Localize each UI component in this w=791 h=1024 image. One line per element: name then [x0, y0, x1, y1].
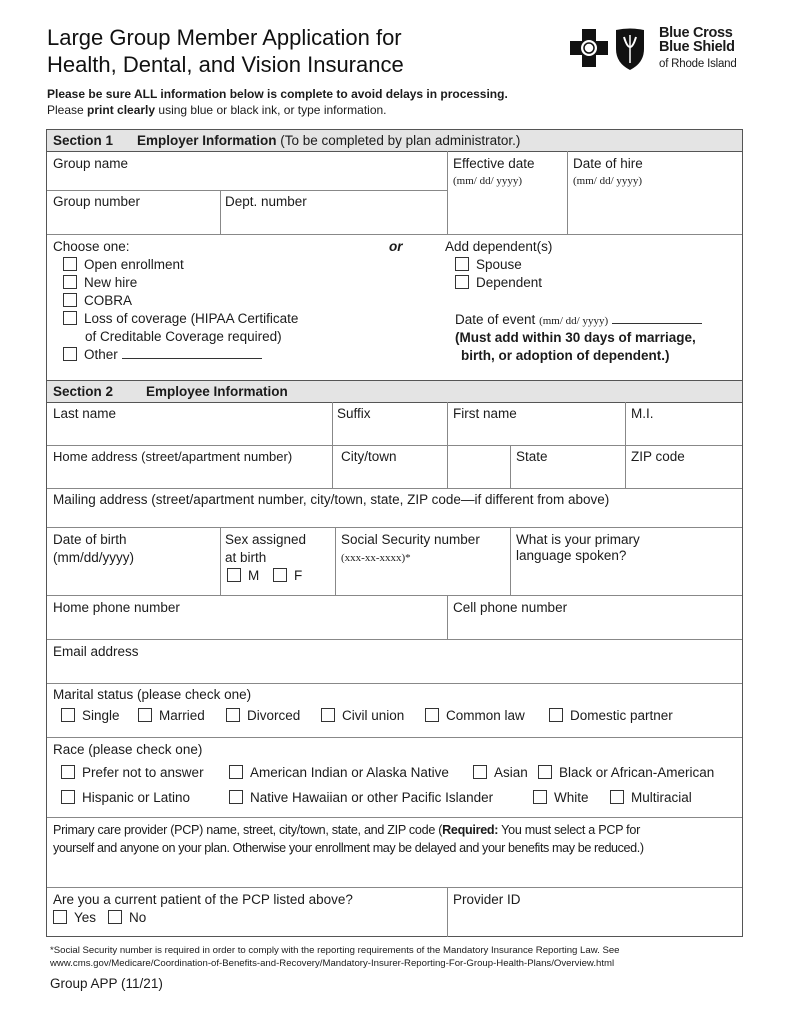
- option-label: COBRA: [84, 293, 133, 308]
- checkbox[interactable]: [549, 708, 563, 722]
- city-field[interactable]: City/town: [341, 449, 397, 464]
- option-label: Dependent: [476, 275, 543, 290]
- race-asian[interactable]: [473, 764, 528, 782]
- checkbox[interactable]: [229, 790, 243, 804]
- sex-f-option[interactable]: [273, 567, 302, 585]
- date-of-event-label: Date of event: [455, 312, 536, 327]
- current-patient-yes[interactable]: [53, 909, 96, 927]
- sex-label-1: Sex assigned: [225, 532, 307, 547]
- option-other[interactable]: [63, 346, 262, 364]
- option-label: Civil union: [342, 708, 405, 723]
- pcp-label-c: You must select a PCP for: [498, 823, 640, 837]
- option-label: Divorced: [247, 708, 301, 723]
- option-label: Open enrollment: [84, 257, 184, 272]
- footnote-url[interactable]: www.cms.gov/Medicare/Coordination-of-Benefits-and-Recovery/Mandatory-Insurer-Reporting-For-Group-Health-Plans/Overview.html: [50, 957, 615, 969]
- date-of-hire-field[interactable]: Date of hire: [573, 156, 643, 171]
- instructions-line-2c: using blue or black ink, or type information.: [155, 103, 387, 117]
- option-label: Native Hawaiian or other Pacific Islander: [250, 790, 494, 805]
- zip-code-field[interactable]: ZIP code: [631, 449, 685, 464]
- checkbox[interactable]: [108, 910, 122, 924]
- checkbox[interactable]: [63, 347, 77, 361]
- section-1-header: [47, 130, 742, 152]
- application-form: [46, 129, 743, 937]
- checkbox[interactable]: [538, 765, 552, 779]
- marital-single[interactable]: [61, 707, 120, 725]
- option-label: No: [129, 910, 147, 925]
- option-label: Married: [159, 708, 205, 723]
- mailing-address-field[interactable]: Mailing address (street/apartment number, city/town, state, ZIP code—if different from above): [53, 492, 610, 507]
- provider-id-field[interactable]: Provider ID: [453, 892, 521, 907]
- option-label: F: [294, 568, 303, 583]
- marital-civil-union[interactable]: [321, 707, 404, 725]
- home-phone-field[interactable]: Home phone number: [53, 600, 180, 615]
- add-dependents-label: Add dependent(s): [445, 239, 553, 254]
- logo-line-2: Blue Shield: [659, 39, 735, 55]
- race-label: Race (please check one): [53, 742, 203, 757]
- checkbox[interactable]: [533, 790, 547, 804]
- checkbox[interactable]: [63, 293, 77, 307]
- section-1-number: Section 1: [53, 133, 114, 148]
- pcp-field[interactable]: [53, 821, 640, 839]
- group-name-field[interactable]: Group name: [53, 156, 129, 171]
- checkbox[interactable]: [61, 790, 75, 804]
- dept-number-field[interactable]: Dept. number: [225, 194, 307, 209]
- option-label: Hispanic or Latino: [82, 790, 191, 805]
- option-label: New hire: [84, 275, 138, 290]
- choose-one-label: Choose one:: [53, 239, 130, 254]
- marital-domestic-partner[interactable]: [549, 707, 673, 725]
- section-1-title-text: Employer Information: [137, 133, 277, 148]
- must-add-note-2: birth, or adoption of dependent.): [461, 348, 670, 363]
- option-label: Spouse: [476, 257, 522, 272]
- last-name-field[interactable]: Last name: [53, 406, 117, 421]
- cell-phone-field[interactable]: Cell phone number: [453, 600, 568, 615]
- state-field[interactable]: State: [516, 449, 548, 464]
- dependent-dependent[interactable]: [455, 274, 542, 292]
- checkbox[interactable]: [63, 311, 77, 325]
- home-address-field[interactable]: Home address (street/apartment number): [53, 449, 293, 464]
- checkbox[interactable]: [63, 275, 77, 289]
- email-field[interactable]: Email address: [53, 644, 139, 659]
- date-of-hire-format: (mm/ dd/ yyyy): [573, 175, 643, 187]
- checkbox[interactable]: [455, 275, 469, 289]
- checkbox[interactable]: [227, 568, 241, 582]
- checkbox[interactable]: [63, 257, 77, 271]
- checkbox[interactable]: [61, 708, 75, 722]
- sex-m-option[interactable]: [227, 567, 259, 585]
- suffix-field[interactable]: Suffix: [337, 406, 371, 421]
- instructions: [47, 86, 508, 118]
- option-new-hire[interactable]: [63, 274, 137, 292]
- checkbox[interactable]: [473, 765, 487, 779]
- title-line-1: Large Group Member Application for: [47, 25, 402, 50]
- primary-language-field[interactable]: What is your primary: [516, 532, 640, 547]
- instructions-emphasis: print clearly: [87, 103, 156, 117]
- instructions-line-1: Please be sure ALL information below is complete to avoid delays in processing.: [47, 87, 508, 101]
- option-label: Black or African-American: [559, 765, 715, 780]
- current-patient-no[interactable]: [108, 909, 146, 927]
- section-2-title: Employee Information: [146, 384, 288, 399]
- race-black[interactable]: [538, 764, 714, 782]
- option-label: M: [248, 568, 260, 583]
- logo-line-1: Blue Cross: [659, 25, 733, 41]
- logo-subtitle: of Rhode Island: [659, 58, 737, 70]
- option-open-enrollment[interactable]: [63, 256, 184, 274]
- logo-wordmark: [659, 26, 735, 54]
- marital-common-law[interactable]: [425, 707, 525, 725]
- checkbox[interactable]: [273, 568, 287, 582]
- option-label: Multiracial: [631, 790, 692, 805]
- option-label: Single: [82, 708, 120, 723]
- option-label: Domestic partner: [570, 708, 673, 723]
- effective-date-format: (mm/ dd/ yyyy): [453, 175, 523, 187]
- group-number-field[interactable]: Group number: [53, 194, 141, 209]
- checkbox[interactable]: [61, 765, 75, 779]
- section-2-number: Section 2: [53, 384, 114, 399]
- date-of-event-line[interactable]: [612, 311, 702, 324]
- instructions-line-2a: Please: [47, 103, 88, 117]
- race-white[interactable]: [533, 789, 589, 807]
- dependent-spouse[interactable]: [455, 256, 522, 274]
- checkbox[interactable]: [229, 765, 243, 779]
- section-2-header: [47, 380, 742, 403]
- race-prefer-not[interactable]: [61, 764, 204, 782]
- bcbs-logo: [568, 27, 652, 71]
- middle-initial-field[interactable]: M.I.: [631, 406, 654, 421]
- sex-label-2: at birth: [225, 550, 267, 565]
- marital-married[interactable]: [138, 707, 205, 725]
- checkbox[interactable]: [138, 708, 152, 722]
- date-of-birth-field[interactable]: Date of birth: [53, 532, 127, 547]
- pcp-label-2: yourself and anyone on your plan. Otherwise your enrollment may be delayed and your benefits may be reduced.): [53, 841, 644, 855]
- ssn-format: (xxx-xx-xxxx)*: [341, 552, 411, 564]
- marital-status-label: Marital status (please check one): [53, 687, 252, 702]
- form-version: Group APP (11/21): [50, 976, 163, 991]
- marital-divorced[interactable]: [226, 707, 300, 725]
- checkbox[interactable]: [455, 257, 469, 271]
- option-label: Prefer not to answer: [82, 765, 204, 780]
- section-1-note: (To be completed by plan administrator.): [276, 133, 521, 148]
- date-of-event-format: (mm/ dd/ yyyy): [539, 315, 609, 327]
- ssn-footnote: [50, 945, 620, 970]
- option-label: American Indian or Alaska Native: [250, 765, 449, 780]
- first-name-field[interactable]: First name: [453, 406, 517, 421]
- option-label: Yes: [74, 910, 97, 925]
- pcp-required: Required:: [442, 823, 499, 837]
- option-label: Other: [84, 347, 118, 362]
- current-patient-label: Are you a current patient of the PCP listed above?: [53, 892, 353, 907]
- section-1-title: [137, 132, 520, 150]
- other-input-line[interactable]: [122, 346, 262, 359]
- pcp-label-a: Primary care provider (PCP) name, street, city/town, state, and ZIP code (: [53, 823, 443, 837]
- date-of-birth-format: (mm/dd/yyyy): [53, 550, 134, 565]
- ssn-field[interactable]: Social Security number: [341, 532, 480, 547]
- title-line-2: Health, Dental, and Vision Insurance: [47, 52, 404, 77]
- checkbox[interactable]: [425, 708, 439, 722]
- footnote-line-1: *Social Security number is required in order to comply with the reporting requirements of the Mandatory Insurance Reporting Law. See: [50, 945, 620, 956]
- date-of-event-field[interactable]: [455, 311, 702, 330]
- option-loss-of-coverage[interactable]: [63, 310, 298, 328]
- form-title: [47, 24, 404, 78]
- option-label: Asian: [494, 765, 528, 780]
- race-hispanic[interactable]: [61, 789, 190, 807]
- race-multiracial[interactable]: [610, 789, 692, 807]
- primary-language-label-2: language spoken?: [516, 548, 627, 563]
- must-add-note-1: (Must add within 30 days of marriage,: [455, 330, 696, 345]
- option-label: Loss of coverage (HIPAA Certificate: [84, 311, 299, 326]
- race-native-hawaiian[interactable]: [229, 789, 493, 807]
- checkbox[interactable]: [226, 708, 240, 722]
- race-american-indian[interactable]: [229, 764, 449, 782]
- checkbox[interactable]: [610, 790, 624, 804]
- loss-of-coverage-line-2: of Creditable Coverage required): [85, 329, 282, 344]
- option-label: Common law: [446, 708, 525, 723]
- checkbox[interactable]: [321, 708, 335, 722]
- option-label: White: [554, 790, 589, 805]
- option-cobra[interactable]: [63, 292, 132, 310]
- effective-date-field[interactable]: Effective date: [453, 156, 535, 171]
- checkbox[interactable]: [53, 910, 67, 924]
- or-label: or: [389, 239, 403, 254]
